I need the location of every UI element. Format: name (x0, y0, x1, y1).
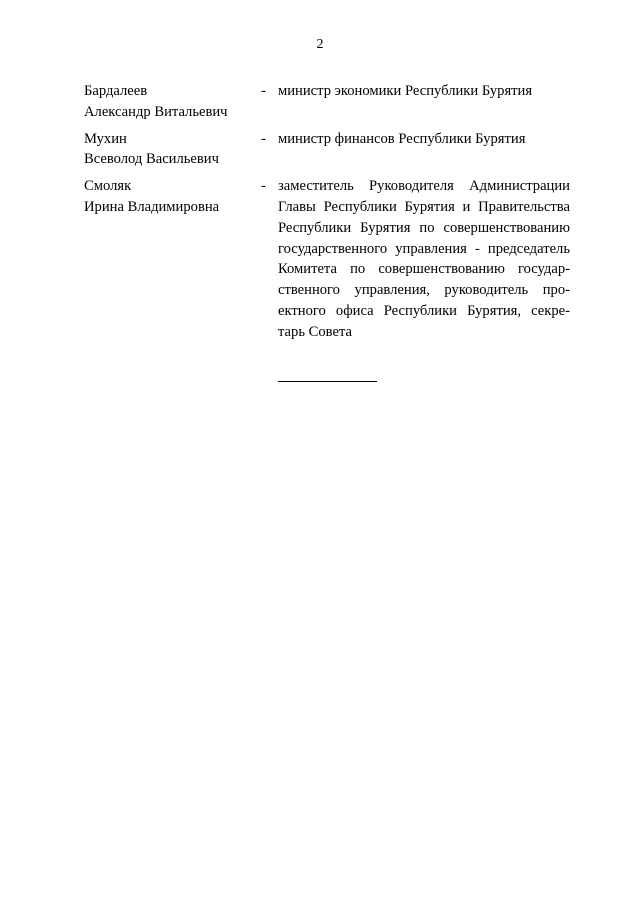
member-name (84, 129, 261, 171)
member-given-names: Александр Витальевич (84, 103, 228, 120)
member-entry (84, 81, 570, 123)
member-name (84, 81, 261, 123)
role-line: Комитета по совершенствованию государ- (278, 261, 570, 278)
member-surname: Бардалеев (84, 83, 148, 99)
role-line: ственного управления, руководитель про- (278, 282, 570, 299)
member-role (278, 129, 570, 150)
role-line: государственного управления - председатель (278, 240, 570, 257)
role-line: Главы Республики Бурятия и Правительства (278, 198, 570, 215)
member-role (278, 176, 570, 342)
members-list (84, 81, 570, 349)
role-line: министр экономики Республики Бурятия (278, 83, 533, 99)
role-line: заместитель Руководителя Администрации (278, 178, 570, 195)
dash-separator: - (261, 178, 266, 195)
member-surname: Мухин (84, 130, 127, 147)
member-role (278, 81, 570, 102)
role-line: Республики Бурятия по совершенствованию (278, 219, 570, 236)
role-line: министр финансов Республики Бурятия (278, 130, 526, 147)
member-given-names: Всеволод Васильевич (84, 151, 219, 168)
member-name (84, 176, 261, 218)
member-given-names: Ирина Владимировна (84, 198, 220, 215)
member-surname: Смоляк (84, 178, 132, 195)
dash-separator: - (261, 130, 266, 147)
dash-separator: - (261, 83, 266, 99)
end-separator-line (278, 381, 377, 382)
member-entry (84, 129, 570, 171)
role-line: тарь Совета (278, 323, 352, 340)
member-entry (84, 176, 570, 342)
role-line: ектного офиса Республики Бурятия, секре- (278, 302, 570, 319)
page-number: 2 (316, 37, 324, 52)
